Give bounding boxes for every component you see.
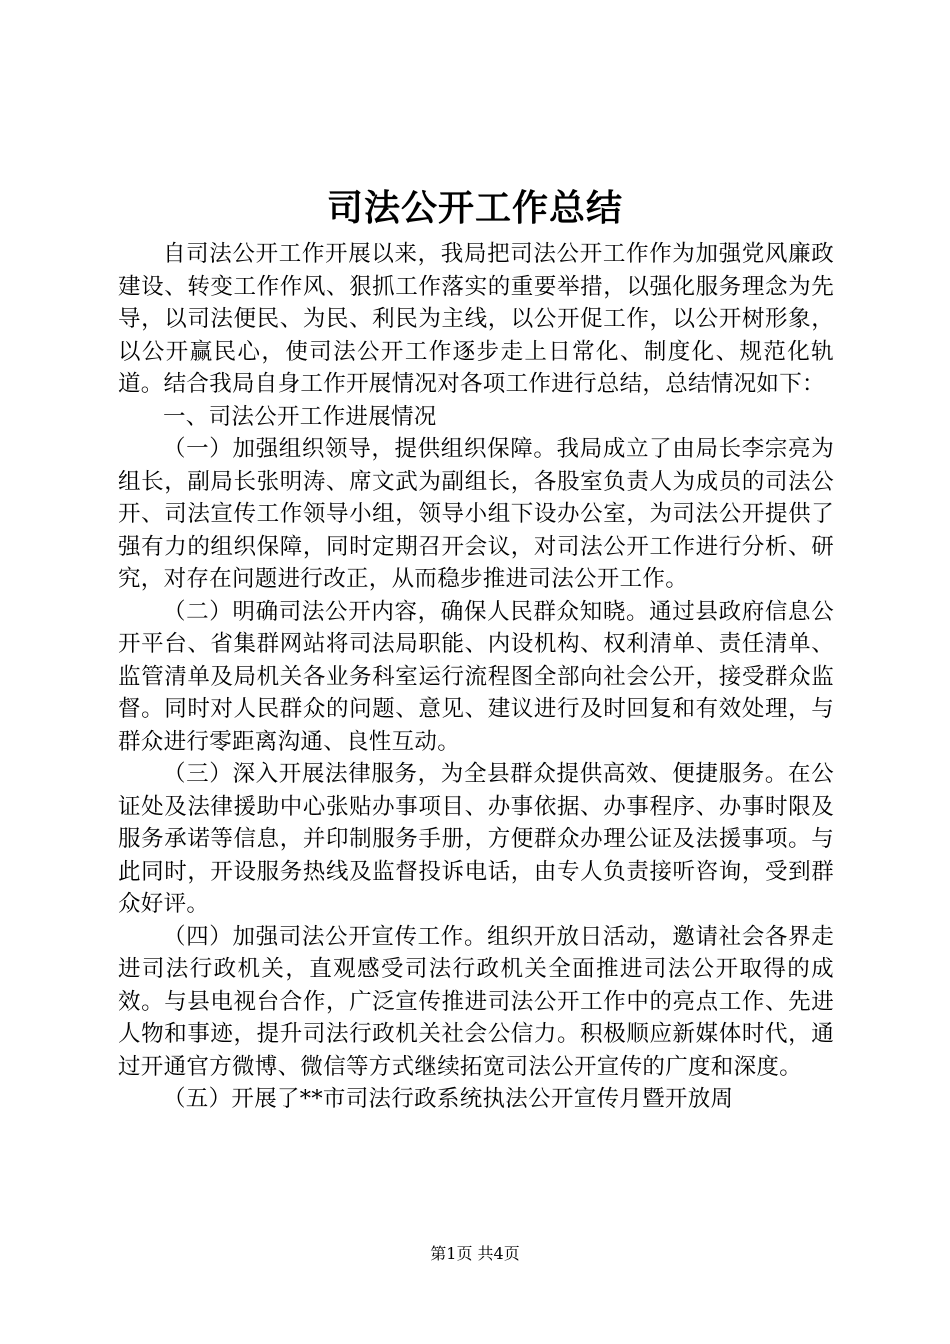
intro-paragraph: 自司法公开工作开展以来，我局把司法公开工作作为加强党风廉政建设、转变工作作风、狠抓工作落实的重要举措，以强化服务理念为先导，以司法便民、为民、利民为主线，以公开促工作，以公开树形象，以公开赢民心，使司法公开工作逐步走上日常化、制度化、规范化轨道。结合我局自身工作开展情况对各项工作进行总结，总结情况如下： xyxy=(118,241,834,397)
page-footer: 第1页 共4页 xyxy=(430,1244,520,1263)
paragraph-item-5: （五）开展了**市司法行政系统执法公开宣传月暨开放周 xyxy=(163,1086,734,1112)
paragraph-item-4: （四）加强司法公开宣传工作。组织开放日活动，邀请社会各界走进司法行政机关，直观感受司法行政机关全面推进司法公开取得的成效。与县电视台合作，广泛宣传推进司法公开工作中的亮点工作、先进人物和事迹，提升司法行政机关社会公信力。积极顺应新媒体时代，通过开通官方微博、微信等方式继续拓宽司法公开宣传的广度和深度。 xyxy=(118,923,834,1080)
paragraph-item-3: （三）深入开展法律服务，为全县群众提供高效、便捷服务。在公证处及法律援助中心张贴办事项目、办事依据、办事程序、办事时限及服务承诺等信息，并印制服务手册，方便群众办理公证及法援事项。与此同时，开设服务热线及监督投诉电话，由专人负责接听咨询，受到群众好评。 xyxy=(118,761,834,917)
section-heading: 一、司法公开工作进展情况 xyxy=(163,403,437,430)
paragraph-item-1: （一）加强组织领导，提供组织保障。我局成立了由局长李宗亮为组长，副局长张明涛、席文武为副组长，各股室负责人为成员的司法公开、司法宣传工作领导小组，领导小组下设办公室，为司法公开提供了强有力的组织保障，同时定期召开会议，对司法公开工作进行分析、研究，对存在问题进行改正，从而稳步推进司法公开工作。 xyxy=(118,436,834,592)
document-title: 司法公开工作总结 xyxy=(326,187,623,229)
paragraph-item-2: （二）明确司法公开内容，确保人民群众知晓。通过县政府信息公开平台、省集群网站将司法局职能、内设机构、权利清单、责任清单、监管清单及局机关各业务科室运行流程图全部向社会公开，接受群众监督。同时对人民群众的问题、意见、建议进行及时回复和有效处理，与群众进行零距离沟通、良性互动。 xyxy=(118,598,834,755)
document-body xyxy=(118,238,834,1116)
